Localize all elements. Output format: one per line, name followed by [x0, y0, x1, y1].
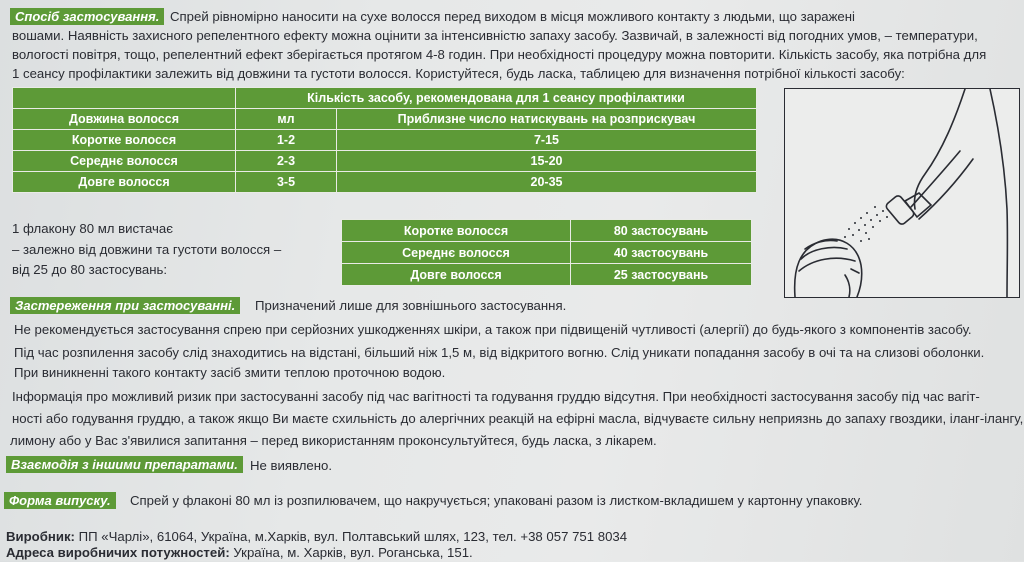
form-text: Спрей у флаконі 80 мл із розпилювачем, що накручується; упаковані разом із листком-вкладишем у картонну упаковку.	[130, 493, 863, 508]
usage-line-1: Спрей рівномірно наносити на сухе волосся перед виходом в місця можливого контакту з людьми, що заражені	[170, 9, 855, 24]
warnings-line-6: лимону або у Вас з'явилися запитання – перед використанням проконсультуйтеся, будь ласка, з лікарем.	[10, 433, 657, 448]
table-row	[13, 151, 757, 172]
bottle-note-1: 1 флакону 80 мл вистачає	[12, 221, 173, 236]
bottle-note-3: від 25 до 80 застосувань:	[12, 262, 168, 277]
interactions-text: Не виявлено.	[250, 458, 333, 473]
table-row	[342, 220, 752, 242]
dose-cell: 20-35	[337, 172, 757, 193]
facilities-text: Україна, м. Харків, вул. Роганська, 151.	[233, 545, 473, 560]
usage-header: Спосіб застосування.	[10, 8, 164, 25]
person-spraying-icon	[785, 89, 1019, 297]
usage-line-3: вологості повітря, тощо, репелентний ефект зберігається протягом 4-8 годин. При необхідності процедуру можна повторити. Кількість засобу, яка потрібна для	[12, 47, 987, 62]
dose-cell: 2-3	[236, 151, 337, 172]
table-row	[342, 242, 752, 264]
dose-cell: 1-2	[236, 130, 337, 151]
dose-cell: 15-20	[337, 151, 757, 172]
usage-line-2: вошами. Наявність захисного репелентного ефекту можна оцінити за інтенсивністю запаху засобу. Зазвичай, в залежності від погодних умов, – температури,	[12, 28, 978, 43]
apps-cell: Довге волосся	[342, 264, 571, 286]
manufacturer-text: ПП «Чарлі», 61064, Україна, м.Харків, вул. Полтавський шлях, 123, тел. +38 057 751 8034	[78, 529, 628, 544]
dose-header-ml: мл	[236, 109, 337, 130]
apps-cell: Середнє волосся	[342, 242, 571, 264]
dose-cell: 7-15	[337, 130, 757, 151]
warnings-line-3: При виникненні такого контакту засіб змити теплою проточною водою.	[14, 365, 446, 380]
usage-line-4: 1 сеансу профілактики залежить від довжини та густоти волосся. Користуйтеся, будь ласка, таблицею для визначення потрібної кількості засобу:	[12, 66, 905, 81]
facilities	[6, 543, 473, 562]
warnings-line-1: Не рекомендується застосування спрею при серйозних ушкодженнях шкіри, а також при підвищеній чутливості (алергії) до будь-якого з компонентів засобу.	[14, 322, 972, 337]
spray-illustration	[784, 88, 1020, 298]
dose-table	[12, 87, 757, 193]
dose-cell: Довге волосся	[13, 172, 236, 193]
dose-cell: 3-5	[236, 172, 337, 193]
warnings-header: Застереження при застосуванні.	[10, 297, 240, 314]
table-row	[13, 130, 757, 151]
warnings-intro: Призначений лише для зовнішнього застосування.	[255, 298, 567, 313]
warnings-line-5: ності або годування груддю, а також якщо Ви маєте схильність до алергічних реакцій на ефірні масла, відчуваєте сильну неприязнь до запаху гвоздики, іланг-ілангу,	[12, 411, 1024, 426]
warnings-line-2: Під час розпилення засобу слід знаходитись на відстані, більший ніж 1,5 м, від відкритого вогню. Слід уникати попадання засобу в очі та на слизові оболонки.	[14, 345, 985, 360]
dose-header-length: Довжина волосся	[13, 109, 236, 130]
apps-cell: 80 застосувань	[571, 220, 752, 242]
interactions-header: Взаємодія з іншими препаратами.	[6, 456, 243, 473]
apps-cell: Коротке волосся	[342, 220, 571, 242]
apps-cell: 25 застосувань	[571, 264, 752, 286]
dose-cell: Коротке волосся	[13, 130, 236, 151]
apps-cell: 40 застосувань	[571, 242, 752, 264]
applications-table	[341, 219, 752, 286]
table-row	[342, 264, 752, 286]
dose-table-corner	[13, 88, 236, 109]
facilities-label: Адреса виробничих потужностей:	[6, 545, 230, 560]
form-header: Форма випуску.	[4, 492, 116, 509]
warnings-line-4: Інформація про можливий ризик при застосуванні засобу під час вагітності та годування груддю відсутня. При необхідності застосування засобу під час вагіт-	[12, 389, 980, 404]
table-row	[13, 172, 757, 193]
dose-table-title: Кількість засобу, рекомендована для 1 сеансу профілактики	[236, 88, 757, 109]
dose-cell: Середнє волосся	[13, 151, 236, 172]
dose-header-presses: Приблизне число натискувань на розприскувач	[337, 109, 757, 130]
bottle-note-2: – залежно від довжини та густоти волосся –	[12, 242, 282, 257]
manufacturer-label: Виробник:	[6, 529, 75, 544]
